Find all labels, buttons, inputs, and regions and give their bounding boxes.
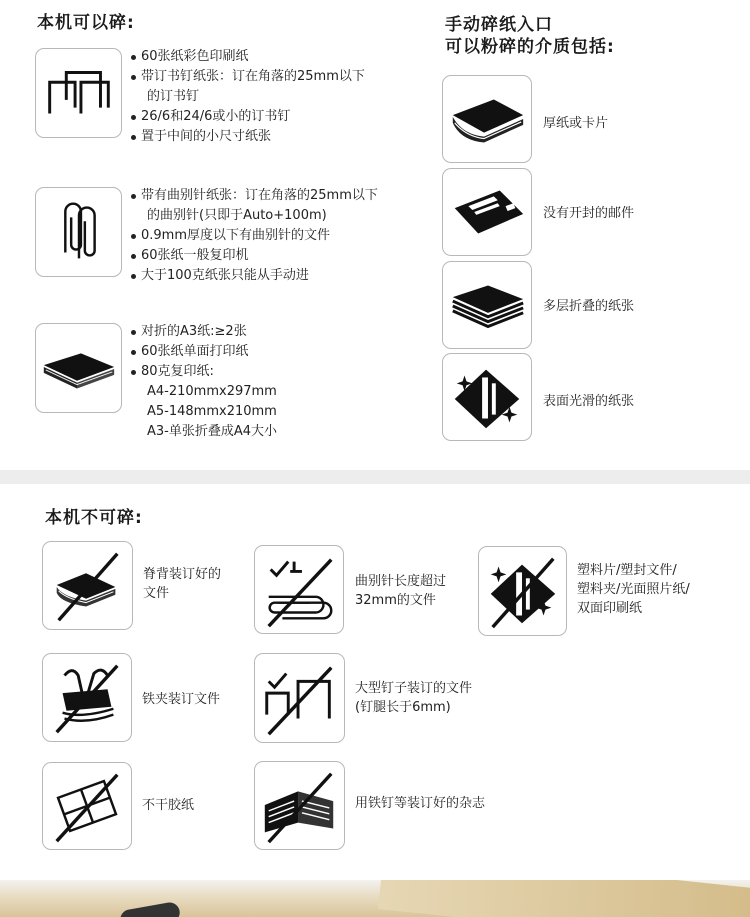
magazine-icon — [254, 761, 345, 850]
paper-photo-strip — [0, 880, 750, 917]
list-item: 对折的A3纸:≥2张 — [131, 322, 277, 342]
manual-item-label: 表面光滑的纸张 — [543, 394, 635, 409]
cannot-shred-heading: 本机不可碎: — [45, 508, 143, 528]
cannot-item-label: 脊背装订好的 文件 — [143, 567, 222, 601]
list-item: 大于100克纸张只能从手动进 — [131, 266, 378, 286]
list-item: 0.9mm厚度以下有曲别针的文件 — [131, 226, 378, 246]
cannot-item-label: 曲别针长度超过 32mm的文件 — [355, 574, 447, 608]
paperclip-icon — [35, 187, 122, 277]
cannot-item-label: 大型钉子装订的文件 (钉腿长于6mm) — [355, 681, 473, 715]
cannot-item-label: 用铁钉等装订好的杂志 — [355, 796, 486, 811]
list-item: 60张纸一般复印机 — [131, 246, 378, 266]
binder-clip-icon — [42, 653, 132, 742]
list-item: A3-单张折叠成A4大小 — [147, 424, 278, 439]
list-item: 带订书钉纸张：订在角落的25mm以下 — [131, 67, 365, 87]
paperclip-paper-list — [131, 186, 378, 286]
manual-item-label: 多层折叠的纸张 — [543, 299, 635, 314]
list-item: 置于中间的小尺寸纸张 — [131, 127, 365, 147]
cannot-item-label: 不干胶纸 — [142, 798, 195, 813]
cannot-item-label: 塑料片/塑封文件/ 塑料夹/光面照片纸/ 双面印刷纸 — [577, 563, 690, 616]
manual-feed-heading — [445, 14, 615, 58]
copy-paper-list — [131, 322, 277, 442]
can-shred-heading: 本机可以碎: — [37, 13, 135, 33]
folded-paper-icon — [442, 261, 532, 349]
cannot-item-label: 铁夹装订文件 — [142, 692, 221, 707]
sticky-label-icon — [42, 762, 132, 850]
list-item: A4-210mmx297mm — [147, 384, 277, 399]
envelope-icon — [442, 168, 532, 256]
list-item: 26/6和24/6或小的订书钉 — [131, 107, 365, 127]
plastic-sheet-icon — [478, 546, 567, 636]
list-item: 60张纸单面打印纸 — [131, 342, 277, 362]
glossy-paper-icon — [442, 353, 532, 441]
list-item: 80克复印纸: — [131, 362, 277, 382]
list-item: A5-148mmx210mm — [147, 404, 277, 419]
manual-item-label: 没有开封的邮件 — [543, 206, 635, 221]
manual-item-label: 厚纸或卡片 — [543, 116, 609, 131]
long-paperclip-icon — [254, 545, 344, 634]
staple-icon — [35, 48, 122, 138]
large-staple-icon — [254, 653, 345, 743]
thick-paper-icon — [442, 75, 532, 163]
list-item: 的订书钉 — [147, 89, 200, 104]
manual-feed-heading-line1: 手动碎纸入口 — [445, 15, 553, 35]
staple-paper-list — [131, 47, 365, 147]
manual-feed-heading-line2: 可以粉碎的介质包括: — [445, 37, 615, 57]
list-item: 带有曲别针纸张：订在角落的25mm以下 — [131, 186, 378, 206]
section-divider — [0, 470, 750, 484]
list-item: 的曲别针(只即于Auto+100m) — [147, 208, 327, 223]
paper-stack-icon — [35, 323, 122, 413]
list-item: 60张纸彩色印刷纸 — [131, 47, 365, 67]
bound-document-icon — [42, 541, 133, 630]
